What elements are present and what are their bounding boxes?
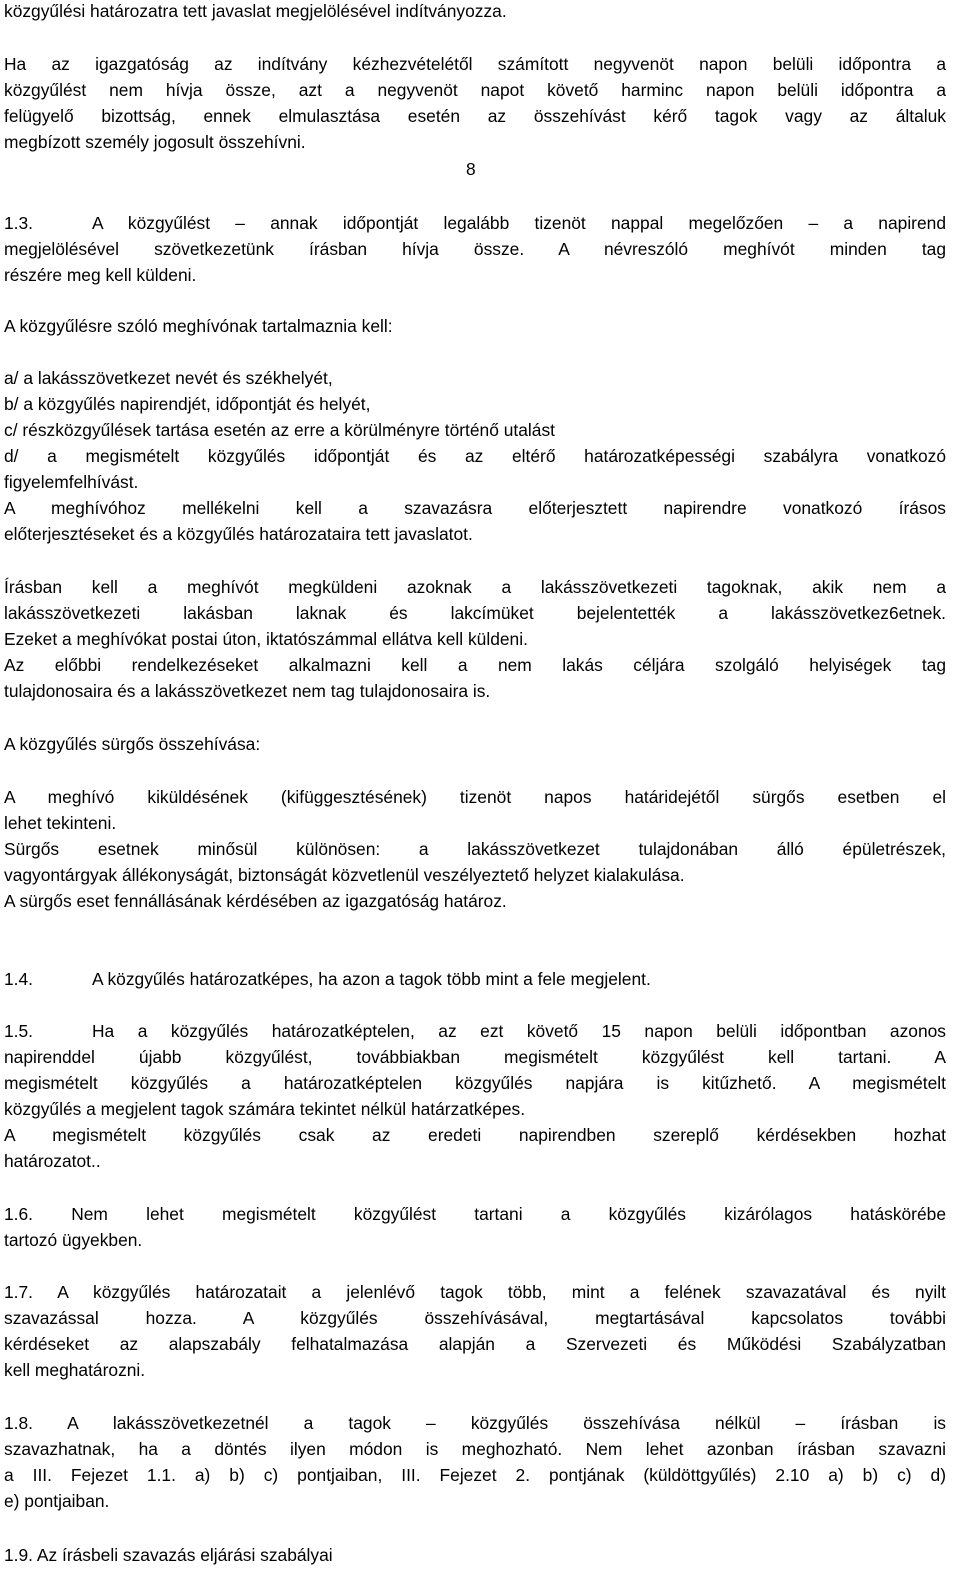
section-text: A közgyűlést – annak időpontját legalább tizenöt nappal megelőzően – a napirend <box>92 213 946 233</box>
page-number: 8 <box>466 159 476 179</box>
paragraph-line: megjelölésével szövetkezetünk írásban hívja össze. A névreszóló meghívót minden tag <box>4 239 946 259</box>
paragraph-line: Írásban kell a meghívót megküldeni azoknak a lakásszövetkezeti tagoknak, akik nem a <box>4 577 946 597</box>
section-1-9-line: 1.9. Az írásbeli szavazás eljárási szabályai <box>4 1545 333 1565</box>
paragraph-line: tulajdonosaira és a lakásszövetkezet nem tag tulajdonosaira is. <box>4 681 491 701</box>
paragraph-line: előterjesztéseket és a közgyűlés határozataira tett javaslatot. <box>4 524 473 544</box>
paragraph-line: közgyűlés a megjelent tagok számára tekintet nélkül határzatképes. <box>4 1099 526 1119</box>
section-1-5-line <box>4 1020 946 1042</box>
list-item-b: b/ a közgyűlés napirendjét, időpontját és helyét, <box>4 394 371 414</box>
paragraph-line: A meghívó kiküldésének (kifüggesztésének) tizenöt napos határidejétől sürgős esetben el <box>4 787 946 807</box>
paragraph-line: Ha az igazgatóság az indítvány kézhezvételétől számított negyvenöt napon belüli időpontra a <box>4 54 946 74</box>
section-number: 1.3. <box>4 213 34 233</box>
urgent-title: A közgyűlés sürgős összehívása: <box>4 734 261 754</box>
paragraph-line: felügyelő bizottság, ennek elmulasztása esetén az összehívást kérő tagok vagy az általuk <box>4 106 946 126</box>
paragraph-line: határozatot.. <box>4 1151 101 1171</box>
paragraph-line: kérdéseket az alapszabály felhatalmazása alapján a Szervezeti és Működési Szabályzatban <box>4 1334 946 1354</box>
section-text: A közgyűlés határozatképes, ha azon a tagok több mint a fele megjelent. <box>92 969 651 989</box>
paragraph-line: lehet tekinteni. <box>4 813 117 833</box>
paragraph-line: a III. Fejezet 1.1. a) b) c) pontjaiban, III. Fejezet 2. pontjának (küldöttgyűlés) 2.10 a) b) c) d) <box>4 1465 946 1485</box>
paragraph-line: A megismételt közgyűlés csak az eredeti napirendben szereplő kérdésekben hozhat <box>4 1125 946 1145</box>
paragraph-line: Ezeket a meghívókat postai úton, iktatószámmal ellátva kell küldeni. <box>4 629 528 649</box>
section-1-6-line: 1.6. Nem lehet megismételt közgyűlést tartani a közgyűlés kizárólagos hatáskörébe <box>4 1204 946 1224</box>
list-item-d-cont: figyelemfelhívást. <box>4 472 139 492</box>
section-text: Ha a közgyűlés határozatképtelen, az ezt követő 15 napon belüli időpontban azonos <box>92 1021 946 1041</box>
paragraph-line: A sürgős eset fennállásának kérdésében az igazgatóság határoz. <box>4 891 507 911</box>
list-item-d: d/ a megismételt közgyűlés időpontját és az eltérő határozatképességi szabályra vonatkozó <box>4 446 946 466</box>
list-item-a: a/ a lakásszövetkezet nevét és székhelyét, <box>4 368 333 388</box>
paragraph-line: Sürgős esetnek minősül különösen: a lakásszövetkezet tulajdonában álló épületrészek, <box>4 839 946 859</box>
paragraph-line: kell meghatározni. <box>4 1360 146 1380</box>
section-1-4-line <box>4 968 946 990</box>
section-number: 1.5. <box>4 1021 34 1041</box>
paragraph-line: lakásszövetkezeti lakásban laknak és lakcímüket bejelentették a lakásszövetkez6etnek. <box>4 603 946 623</box>
section-number: 1.4. <box>4 969 34 989</box>
section-1-3-heading-line <box>4 212 946 234</box>
paragraph-line: részére meg kell küldeni. <box>4 265 197 285</box>
paragraph-line: A meghívóhoz mellékelni kell a szavazásra előterjesztett napirendre vonatkozó írásos <box>4 498 946 518</box>
paragraph-line: Az előbbi rendelkezéseket alkalmazni kell a nem lakás céljára szolgáló helyiségek tag <box>4 655 946 675</box>
list-item-c: c/ részközgyűlések tartása esetén az erre a körülményre történő utalást <box>4 420 555 440</box>
paragraph-line: tartozó ügyekben. <box>4 1230 143 1250</box>
paragraph-line: megbízott személy jogosult összehívni. <box>4 132 306 152</box>
section-1-8-line: 1.8. A lakásszövetkezetnél a tagok – közgyűlés összehívása nélkül – írásban is <box>4 1413 946 1433</box>
paragraph-line: napirenddel újabb közgyűlést, továbbiakban megismételt közgyűlést kell tartani. A <box>4 1047 946 1067</box>
paragraph-line: közgyűlési határozatra tett javaslat megjelölésével indítványozza. <box>4 1 507 21</box>
invite-intro: A közgyűlésre szóló meghívónak tartalmaznia kell: <box>4 316 393 336</box>
paragraph-line: szavazással hozza. A közgyűlés összehívásával, megtartásával kapcsolatos további <box>4 1308 946 1328</box>
paragraph-line: megismételt közgyűlés a határozatképtelen közgyűlés napjára is kitűzhető. A megismételt <box>4 1073 946 1093</box>
section-1-7-line: 1.7. A közgyűlés határozatait a jelenlévő tagok több, mint a felének szavazatával és nyilt <box>4 1282 946 1302</box>
paragraph-line: vagyontárgyak állékonyságát, biztonságát közvetlenül veszélyeztető helyzet kialakulása. <box>4 865 685 885</box>
paragraph-line: e) pontjaiban. <box>4 1491 110 1511</box>
paragraph-line: szavazhatnak, ha a döntés ilyen módon is meghozható. Nem lehet azonban írásban szavazni <box>4 1439 946 1459</box>
paragraph-line: közgyűlést nem hívja össze, azt a negyvenöt napot követő harminc napon belüli időpontra a <box>4 80 946 100</box>
